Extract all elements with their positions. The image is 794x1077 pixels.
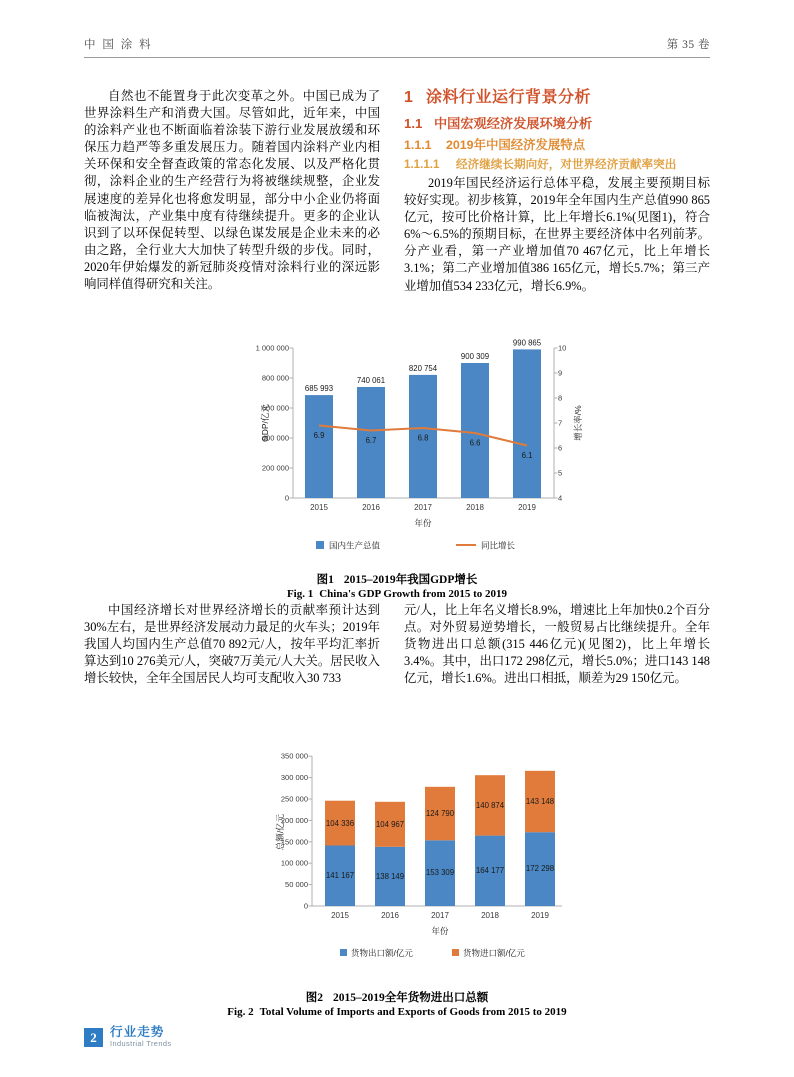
- section-heading-1-1: [404, 113, 710, 132]
- figure-1-title-en: China's GDP Growth from 2015 to 2019: [319, 588, 508, 600]
- figure-1-label-cn: 图1: [316, 574, 334, 586]
- gdp-legend-label-line: 同比增长: [481, 540, 516, 551]
- gdp-xtick-2017: 2017: [414, 503, 432, 512]
- gdp-ytick-0: 0: [284, 493, 289, 503]
- trade-legend-label-import: 货物进口额/亿元: [463, 948, 525, 958]
- right-column: [404, 84, 710, 295]
- gdp-y2tick-1: 5: [558, 468, 563, 478]
- trade-legend-label-export: 货物出口额/亿元: [351, 948, 413, 958]
- gdp-ytick-2: 400 000: [261, 433, 289, 443]
- footer-section-en: Industrial Trends: [110, 1039, 172, 1048]
- trade-chart: [84, 744, 710, 985]
- gdp-ylabel: GDP/亿元: [260, 404, 270, 442]
- trade-xtick-2015: 2015: [331, 911, 349, 920]
- gdp-y2tick-2: 6: [558, 443, 563, 453]
- figure-2-label-en: Fig. 2: [227, 1006, 254, 1018]
- left-paragraph-1: 自然也不能置身于此次变革之外。中国已成为了世界涂料生产和消费大国。尽管如此，近年来，中国的涂料产业也不断面临着涂装下游行业发展放缓和环保压力趋严等多重发展压力。随着国内涂料产业内相关环保和安全督查政策的常态化发展、以及严格化贯彻，涂料企业的生产经营行为将被继续规整，企业发展速度的差异化也将愈发明显，部分中小企业仍将面临被淘汰，产业集中度有待继续提升。更多的企业认识到了以环保促转型、以绿色谋发展是企业未来的必由之路，全行业大大加快了转型升级的步伐。同时，2020年伊始爆发的新冠肺炎疫情对涂料行业的深远影响同样值得研究和关注。: [84, 89, 380, 292]
- gdp-y2tick-3: 7: [558, 418, 563, 428]
- gdp-y2tick-5: 9: [558, 368, 563, 378]
- trade-export-label-2016: 138 149: [375, 872, 405, 881]
- trade-chart-svg: [84, 744, 710, 980]
- trade-xlabel: 年份: [431, 926, 449, 936]
- section-heading-1-1-1: [404, 135, 710, 153]
- trade-ytick-0: 0: [303, 901, 308, 911]
- trade-xtick-2017: 2017: [431, 911, 449, 920]
- gdp-xtick-2015: 2015: [310, 503, 328, 512]
- section-title-1-1-1-1: 经济继续长期向好，对世界经济贡献率突出: [456, 158, 677, 171]
- gdp-growth-label-2019: 6.1: [521, 451, 533, 460]
- trade-ytick-2: 100 000: [280, 858, 308, 868]
- figure-1-label-en: Fig. 1: [286, 588, 314, 600]
- trade-export-label-2019: 172 298: [525, 864, 555, 873]
- gdp-ytick-4: 800 000: [261, 373, 289, 383]
- page-header: [84, 36, 710, 52]
- figure-2-caption-cn: [84, 989, 710, 1005]
- gdp-legend: [316, 541, 516, 551]
- gdp-bar-2018: [461, 363, 489, 498]
- gdp-bar-label-2016: 740 061: [356, 376, 386, 385]
- gdp-bar-label-2019: 990 865: [512, 338, 542, 348]
- trade-import-label-2018: 140 874: [475, 801, 505, 810]
- trade-ytick-6: 300 000: [280, 773, 308, 783]
- gdp-ytick-3: 600 000: [261, 403, 289, 413]
- section-title-1-1-1: 2019年中国经济发展特点: [446, 138, 586, 152]
- right-paragraph-2: 元/人，比上年名义增长8.9%，增速比上年加快0.2个百分点。对外贸易逆势增长，一般贸易占比继续提升。全年货物进出口总额(315 446亿元)(见图2)，比上年增长3.4%。其中，出口172 298亿元，增长5.0%；进口143 148亿元，增长1.6%。进出口相抵，顺差为29 150亿元。: [404, 603, 710, 686]
- gdp-bar-2019: [513, 349, 541, 498]
- gdp-y2tick-6: 10: [558, 343, 567, 353]
- section-number-1-1-1-1: 1.1.1.1: [404, 158, 440, 171]
- section-number-1-1: 1.1: [404, 116, 423, 131]
- journal-name: 中 国 涂 料: [84, 39, 153, 51]
- trade-export-label-2018: 164 177: [475, 866, 505, 875]
- right-column-lower: [404, 602, 710, 687]
- section-title-1: 涂料行业运行背景分析: [426, 89, 592, 106]
- gdp-y2label: 增长率/%: [573, 405, 583, 441]
- section-heading-1: [404, 84, 710, 107]
- trade-export-label-2017: 153 309: [425, 868, 455, 877]
- page-number: 2: [84, 1028, 103, 1047]
- trade-legend: [340, 948, 525, 958]
- trade-ylabel: 总额/亿元: [275, 813, 285, 851]
- gdp-bar-2015: [305, 395, 333, 498]
- page-footer: [84, 1026, 171, 1049]
- trade-xtick-2016: 2016: [381, 911, 399, 920]
- gdp-chart: [84, 330, 710, 567]
- trade-import-label-2017: 124 790: [425, 809, 455, 818]
- gdp-xtick-2016: 2016: [362, 503, 380, 512]
- trade-export-label-2015: 141 167: [325, 871, 355, 880]
- trade-ytick-7: 350 000: [280, 751, 308, 761]
- gdp-y2tick-4: 8: [558, 393, 563, 403]
- figure-1-caption-en: [84, 588, 710, 600]
- footer-section: [110, 1026, 171, 1049]
- footer-section-cn: 行业走势: [110, 1025, 165, 1039]
- trade-ytick-1: 50 000: [285, 880, 308, 890]
- gdp-xtick-2019: 2019: [518, 503, 536, 512]
- figure-2-title-en: Total Volume of Imports and Exports of Goods from 2015 to 2019: [259, 1006, 567, 1018]
- gdp-legend-swatch-bar: [316, 541, 324, 549]
- figure-2-label-cn: 图2: [305, 992, 323, 1004]
- gdp-bar-label-2017: 820 754: [408, 364, 438, 373]
- trade-legend-swatch-export: [340, 949, 347, 956]
- trade-ytick-5: 250 000: [280, 794, 308, 804]
- gdp-bar-label-2018: 900 309: [460, 352, 490, 361]
- figure-2-caption-en: [84, 1006, 710, 1018]
- gdp-xtick-2018: 2018: [466, 503, 484, 512]
- figure-2-title-cn: 2015–2019全年货物进出口总额: [333, 992, 489, 1004]
- gdp-growth-label-2017: 6.8: [417, 433, 429, 443]
- trade-legend-swatch-import: [452, 949, 459, 956]
- gdp-ytick-1: 200 000: [261, 463, 289, 473]
- trade-xtick-2018: 2018: [481, 911, 499, 920]
- trade-import-label-2015: 104 336: [325, 819, 355, 828]
- figure-2: [84, 744, 710, 1018]
- left-paragraph-2: 中国经济增长对世界经济增长的贡献率预计达到30%左右，是世界经济发展动力最足的火车头；2019年我国人均国内生产总值70 892元/人，按年平均汇率折算达到10 276美元/人，突破7万美元/人大关。居民收入增长较快，全年全国居民人均可支配收入30 733: [84, 603, 380, 686]
- gdp-y2tick-0: 4: [558, 493, 563, 503]
- section-number-1: 1: [404, 89, 414, 106]
- volume-label: 第 35 卷: [666, 39, 710, 51]
- left-column: [84, 88, 380, 293]
- figure-1-caption-cn: [84, 571, 710, 587]
- trade-ytick-4: 200 000: [280, 815, 308, 825]
- gdp-growth-label-2015: 6.9: [313, 431, 325, 440]
- gdp-legend-label-bar: 国内生产总值: [329, 540, 381, 551]
- gdp-xlabel: 年份: [414, 518, 432, 528]
- gdp-ytick-5: 1 000 000: [255, 343, 289, 353]
- section-title-1-1: 中国宏观经济发展环境分析: [434, 116, 593, 131]
- trade-import-label-2016: 104 967: [375, 820, 405, 829]
- trade-ytick-3: 150 000: [280, 837, 308, 847]
- trade-xtick-2019: 2019: [531, 911, 549, 920]
- right-paragraph-1: 2019年国民经济运行总体平稳，发展主要预期目标较好实现。初步核算，2019年全年国内生产总值990 865亿元，按可比价格计算，比上年增长6.1%(见图1)，符合6%～6.5%的预期目标，在世界主要经济体中名列前茅。分产业看，第一产业增加值70 467亿元，比上年增长3.1%；第二产业增加值386 165亿元，增长5.7%；第三产业增加值534 233亿元，增长6.9%。: [404, 176, 710, 293]
- header-divider: [84, 57, 710, 58]
- gdp-bar-label-2015: 685 993: [304, 384, 334, 393]
- gdp-growth-label-2016: 6.7: [365, 436, 377, 445]
- page-edge: [788, 0, 794, 1077]
- gdp-chart-svg: [84, 330, 710, 562]
- gdp-growth-label-2018: 6.6: [469, 438, 481, 448]
- section-number-1-1-1: 1.1.1: [404, 138, 432, 152]
- section-heading-1-1-1-1: [404, 156, 710, 172]
- figure-1: [84, 330, 710, 600]
- trade-import-label-2019: 143 148: [525, 797, 555, 806]
- left-column-lower: [84, 602, 380, 687]
- figure-1-title-cn: 2015–2019年我国GDP增长: [343, 574, 478, 586]
